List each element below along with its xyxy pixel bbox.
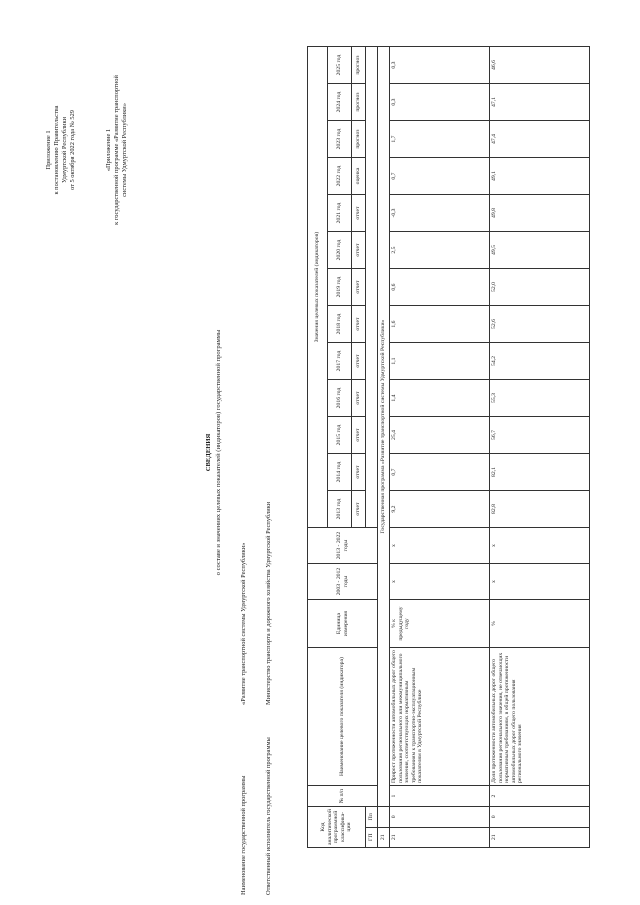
row-value: 49,1 bbox=[490, 158, 590, 195]
section-pp bbox=[378, 807, 390, 827]
status-header: отчет bbox=[352, 380, 366, 417]
name-header: Наименование целевого показателя (индикатора) bbox=[308, 648, 378, 786]
status-header: отчет bbox=[352, 269, 366, 306]
row-base1: x bbox=[390, 564, 490, 600]
year-header: 2015 год bbox=[328, 417, 352, 454]
row-value: 0,3 bbox=[390, 84, 490, 121]
row-gp: 21 bbox=[490, 827, 590, 847]
indicators-table bbox=[307, 46, 590, 848]
appendix-line: к постановлению Правительства bbox=[53, 105, 60, 195]
row-unit: % к предыдущему году bbox=[390, 600, 490, 648]
appendix-line: Удмуртской Республики bbox=[61, 117, 68, 183]
year-header: 2023 год bbox=[328, 121, 352, 158]
title-subheading: о составе и значениях целевых показателей (индикаторов) государственной программы bbox=[215, 329, 222, 576]
num-header: № п/п bbox=[308, 786, 378, 807]
status-header: прогноз bbox=[352, 84, 366, 121]
gp-header: ГП bbox=[366, 827, 378, 847]
row-name: Доля протяженности автомобильных дорог общего пользования регионального значения, не отвечающих нормативным требованиям, в общей протяженности автомобильных дорог общего пользования регионального значения bbox=[490, 648, 590, 786]
row-num: 2 bbox=[490, 786, 590, 807]
year-header: 2019 год bbox=[328, 269, 352, 306]
year-header: 2024 год bbox=[328, 84, 352, 121]
row-value: 0,6 bbox=[390, 269, 490, 306]
program-label: Наименование государственной программы bbox=[240, 775, 247, 895]
unit-header: Единица измерения bbox=[308, 600, 378, 648]
year-header: 2022 год bbox=[328, 158, 352, 195]
row-value: 54,2 bbox=[490, 343, 590, 380]
status-header: прогноз bbox=[352, 47, 366, 84]
year-header: 2021 год bbox=[328, 195, 352, 232]
row-pp: 0 bbox=[490, 807, 590, 827]
row-value: 56,7 bbox=[490, 417, 590, 454]
status-header: отчет bbox=[352, 454, 366, 491]
document-subtitle bbox=[215, 0, 223, 905]
appendix-line: от 5 октября 2022 года № 529 bbox=[69, 110, 76, 190]
status-header: отчет bbox=[352, 343, 366, 380]
appendix-program-line: «Приложение 1 bbox=[105, 128, 112, 172]
row-unit: % bbox=[490, 600, 590, 648]
row-base1: x bbox=[490, 564, 590, 600]
row-value: 55,3 bbox=[490, 380, 590, 417]
row-value: 0,7 bbox=[390, 454, 490, 491]
year-header: 2013 год bbox=[328, 491, 352, 528]
section-title: Государственная программа «Развитие транспортной системы Удмуртской Республики» bbox=[378, 47, 390, 807]
pp-header: Пп bbox=[366, 807, 378, 827]
row-num: 1 bbox=[390, 786, 490, 807]
executor-value: Министерство транспорта и дорожного хозяйства Удмуртской Республики bbox=[265, 501, 272, 705]
status-header: отчет bbox=[352, 491, 366, 528]
row-value: 9,2 bbox=[390, 491, 490, 528]
appendix-program-line: системы Удмуртской Республики» bbox=[121, 103, 128, 197]
status-header: прогноз bbox=[352, 121, 366, 158]
row-value: 1,1 bbox=[390, 343, 490, 380]
table-row bbox=[390, 47, 490, 848]
row-value: 82,8 bbox=[490, 491, 590, 528]
row-value: -0,3 bbox=[390, 195, 490, 232]
row-gp: 21 bbox=[390, 827, 490, 847]
base-period-2-header: 2013 - 2022 годы bbox=[308, 528, 378, 564]
row-value: 1,7 bbox=[390, 121, 490, 158]
status-header: отчет bbox=[352, 195, 366, 232]
table-row bbox=[490, 47, 590, 848]
row-value: 49,8 bbox=[490, 195, 590, 232]
appendix-line: Приложение 1 bbox=[45, 130, 52, 170]
year-header: 2014 год bbox=[328, 454, 352, 491]
status-spacer bbox=[366, 47, 378, 528]
year-header: 2017 год bbox=[328, 343, 352, 380]
program-value: «Развитие транспортной системы Удмуртской Республики» bbox=[240, 542, 247, 705]
row-value: 52,0 bbox=[490, 269, 590, 306]
row-value: 2,5 bbox=[390, 232, 490, 269]
status-header: отчет bbox=[352, 306, 366, 343]
base-period-1-header: 2003 - 2012 годы bbox=[308, 564, 378, 600]
row-value: 1,4 bbox=[390, 380, 490, 417]
status-header: отчет bbox=[352, 232, 366, 269]
code-header: Код аналитической программной классифика-ции bbox=[308, 807, 366, 848]
row-base2: x bbox=[490, 528, 590, 564]
year-header: 2020 год bbox=[328, 232, 352, 269]
year-header: 2025 год bbox=[328, 47, 352, 84]
title-heading: СВЕДЕНИЯ bbox=[205, 433, 212, 472]
appendix-program-block bbox=[105, 35, 129, 265]
appendix-program-line: к государственной программе «Развитие транспортной bbox=[113, 75, 120, 225]
row-pp: 0 bbox=[390, 807, 490, 827]
document-title bbox=[205, 0, 213, 905]
status-header: оценка bbox=[352, 158, 366, 195]
row-value: 82,1 bbox=[490, 454, 590, 491]
year-header: 2018 год bbox=[328, 306, 352, 343]
year-header: 2016 год bbox=[328, 380, 352, 417]
row-value: 47,1 bbox=[490, 84, 590, 121]
row-value: 46,6 bbox=[490, 47, 590, 84]
row-value: 49,5 bbox=[490, 232, 590, 269]
row-value: 0,3 bbox=[390, 47, 490, 84]
row-value: 25,4 bbox=[390, 417, 490, 454]
section-gp: 21 bbox=[378, 827, 390, 847]
row-base2: x bbox=[390, 528, 490, 564]
values-header: Значения целевых показателей (индикаторов) bbox=[308, 47, 328, 528]
row-name: Прирост протяженности автомобильных дорог общего пользования регионального или межмуниципального значения, соответствующих нормативным требованиям к транспортно-эксплуатационным показателям в Удмуртской Республике bbox=[390, 648, 490, 786]
row-value: 52,6 bbox=[490, 306, 590, 343]
appendix-block bbox=[45, 65, 77, 235]
row-value: 1,6 bbox=[390, 306, 490, 343]
row-value: 47,4 bbox=[490, 121, 590, 158]
row-value: 0,7 bbox=[390, 158, 490, 195]
executor-label: Ответственный исполнитель государственной программы bbox=[265, 737, 272, 895]
status-header: отчет bbox=[352, 417, 366, 454]
